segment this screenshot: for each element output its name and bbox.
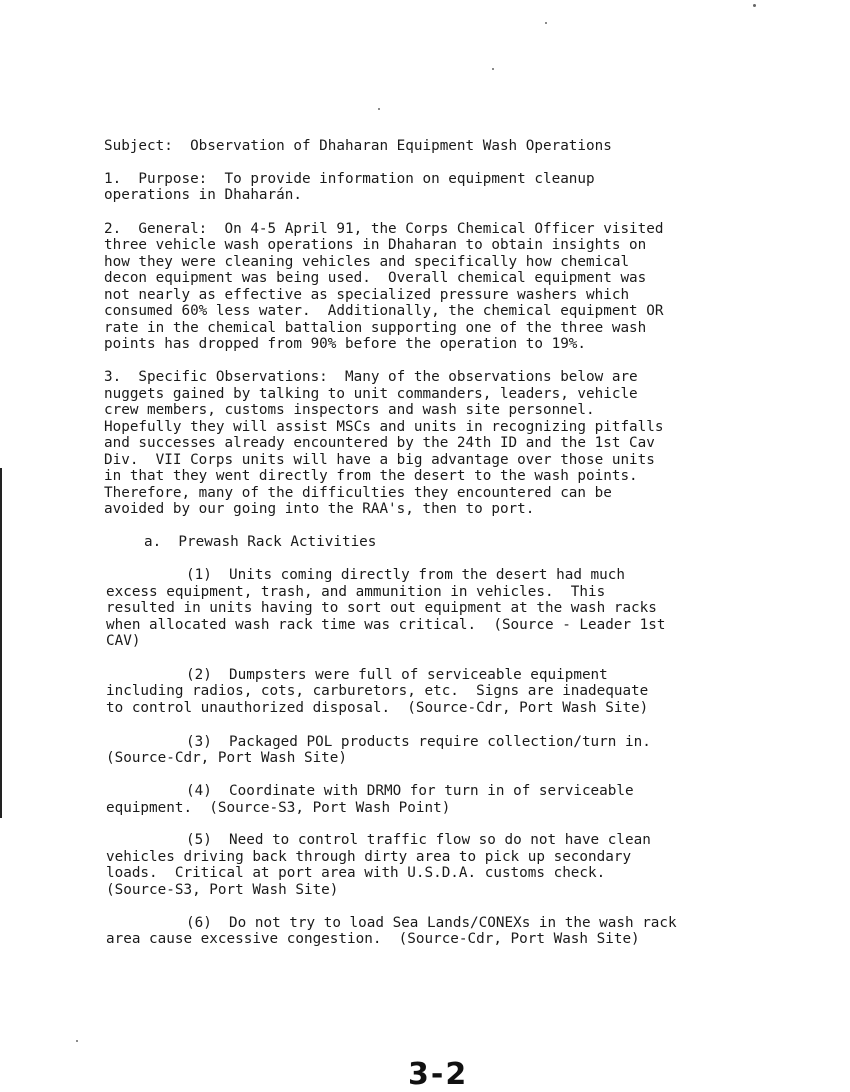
general-line: not nearly as effective as specialized pressure washers which (104, 287, 630, 303)
specific-line: nuggets gained by talking to unit commanders, leaders, vehicle (104, 386, 638, 402)
page-number: 3-2 (408, 1057, 469, 1092)
item-line: including radios, cots, carburetors, etc. Signs are inadequate (106, 683, 649, 699)
general-line: how they were cleaning vehicles and specifically how chemical (104, 254, 630, 270)
item-line: equipment. (Source-S3, Port Wash Point) (106, 800, 451, 816)
general-line: decon equipment was being used. Overall chemical equipment was (104, 270, 647, 286)
subject-text: Subject: Observation of Dhaharan Equipment Wash Operations (104, 138, 612, 154)
item-line: loads. Critical at port area with U.S.D.A. customs check. (106, 865, 606, 881)
item-line: (5) Need to control traffic flow so do not have clean (186, 832, 651, 848)
specific-line: in that they went directly from the desert to the wash points. (104, 468, 638, 484)
purpose-line: operations in Dhaharán. (104, 187, 302, 203)
general-line: rate in the chemical battalion supporting one of the three wash (104, 320, 647, 336)
item-line: excess equipment, trash, and ammunition in vehicles. This (106, 584, 606, 600)
scan-speck (753, 4, 756, 7)
scan-speck (492, 68, 494, 70)
item-line: (1) Units coming directly from the desert had much (186, 567, 625, 583)
item-line: (Source-S3, Port Wash Site) (106, 882, 339, 898)
item-line: (4) Coordinate with DRMO for turn in of serviceable (186, 783, 634, 799)
item-line: (2) Dumpsters were full of serviceable equipment (186, 667, 608, 683)
item-line: (3) Packaged POL products require collection/turn in. (186, 734, 651, 750)
scan-edge-mark (0, 468, 2, 818)
scan-speck (76, 1040, 78, 1042)
scan-speck (545, 22, 547, 24)
specific-line: and successes already encountered by the 24th ID and the 1st Cav (104, 435, 655, 451)
item-line: (6) Do not try to load Sea Lands/CONEXs in the wash rack (186, 915, 677, 931)
general-line: consumed 60% less water. Additionally, the chemical equipment OR (104, 303, 664, 319)
item-line: CAV) (106, 633, 141, 649)
specific-line: Therefore, many of the difficulties they encountered can be (104, 485, 612, 501)
specific-line: 3. Specific Observations: Many of the observations below are (104, 369, 638, 385)
general-line: three vehicle wash operations in Dhaharan to obtain insights on (104, 237, 647, 253)
purpose-line: 1. Purpose: To provide information on equipment cleanup (104, 171, 595, 187)
general-line: points has dropped from 90% before the operation to 19%. (104, 336, 587, 352)
item-line: vehicles driving back through dirty area to pick up secondary (106, 849, 632, 865)
item-line: to control unauthorized disposal. (Source-Cdr, Port Wash Site) (106, 700, 649, 716)
specific-line: Div. VII Corps units will have a big advantage over those units (104, 452, 655, 468)
scan-speck (378, 108, 380, 110)
item-line: resulted in units having to sort out equipment at the wash racks (106, 600, 657, 616)
specific-line: avoided by our going into the RAA's, then to port. (104, 501, 535, 517)
specific-line: crew members, customs inspectors and wash site personnel. (104, 402, 595, 418)
specific-line: Hopefully they will assist MSCs and units in recognizing pitfalls (104, 419, 664, 435)
section-a-heading: a. Prewash Rack Activities (144, 534, 377, 550)
item-line: (Source-Cdr, Port Wash Site) (106, 750, 348, 766)
general-line: 2. General: On 4-5 April 91, the Corps Chemical Officer visited (104, 221, 664, 237)
item-line: when allocated wash rack time was critical. (Source - Leader 1st (106, 617, 666, 633)
item-line: area cause excessive congestion. (Source-Cdr, Port Wash Site) (106, 931, 640, 947)
